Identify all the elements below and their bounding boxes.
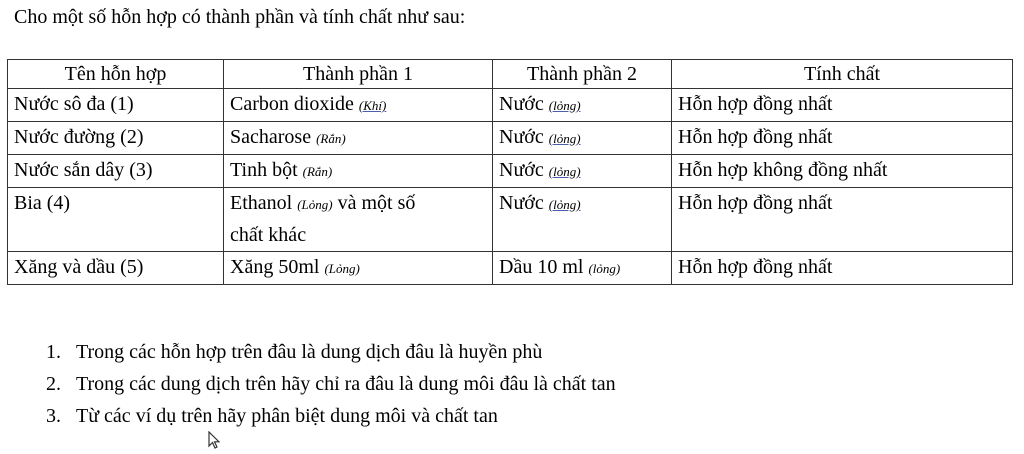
table-row bbox=[8, 89, 1013, 122]
question-list bbox=[46, 336, 616, 432]
cell-component-1 bbox=[224, 155, 493, 188]
component-text: Nước bbox=[499, 192, 544, 214]
table-row bbox=[8, 122, 1013, 155]
state-note: (Lỏng) bbox=[297, 197, 333, 212]
state-note: (Rắn) bbox=[302, 164, 333, 179]
question-text: Trong các dung dịch trên hãy chỉ ra đâu là dung môi đâu là chất tan bbox=[76, 373, 616, 395]
state-note: (lỏng) bbox=[548, 98, 581, 113]
cell-component-1 bbox=[224, 89, 493, 122]
cell-name: Nước sô đa (1) bbox=[8, 89, 224, 122]
cell-property: Hỗn hợp đồng nhất bbox=[672, 188, 1013, 252]
component-text: Sacharose bbox=[230, 126, 312, 148]
mouse-pointer-icon bbox=[208, 431, 220, 454]
cell-name: Nước đường (2) bbox=[8, 122, 224, 155]
question-item bbox=[46, 400, 616, 432]
component-text: Xăng 50ml bbox=[230, 256, 320, 278]
mixture-table bbox=[7, 59, 1013, 285]
cell-property: Hỗn hợp đồng nhất bbox=[672, 122, 1013, 155]
question-number: 2. bbox=[46, 373, 61, 395]
header-component-2: Thành phần 2 bbox=[493, 60, 672, 89]
question-item bbox=[46, 368, 616, 400]
cell-component-2 bbox=[493, 122, 672, 155]
state-note: (lỏng) bbox=[548, 131, 581, 146]
table-header-row bbox=[8, 60, 1013, 89]
question-item bbox=[46, 336, 616, 368]
question-number: 1. bbox=[46, 341, 61, 363]
cell-property: Hỗn hợp không đồng nhất bbox=[672, 155, 1013, 188]
table-row bbox=[8, 155, 1013, 188]
state-note: (Khí) bbox=[358, 98, 387, 113]
question-number: 3. bbox=[46, 405, 61, 427]
component-text: Nước bbox=[499, 126, 544, 148]
state-note: (lỏng) bbox=[548, 197, 581, 212]
state-note: (lỏng) bbox=[588, 261, 621, 276]
component-extra: và một số bbox=[337, 192, 416, 214]
cell-component-2 bbox=[493, 188, 672, 252]
state-note: (Lỏng) bbox=[324, 261, 360, 276]
cell-component-2 bbox=[493, 155, 672, 188]
intro-text: Cho một số hỗn hợp có thành phần và tính chất như sau: bbox=[14, 6, 466, 28]
header-property: Tính chất bbox=[672, 60, 1013, 89]
cell-component-2 bbox=[493, 89, 672, 122]
state-note: (Rắn) bbox=[316, 131, 346, 146]
component-text: Nước bbox=[499, 93, 544, 115]
table-row bbox=[8, 252, 1013, 285]
question-text: Từ các ví dụ trên hãy phân biệt dung môi và chất tan bbox=[76, 405, 498, 427]
component-text: Dầu 10 ml bbox=[499, 256, 584, 278]
table-row bbox=[8, 188, 1013, 252]
cell-component-1 bbox=[224, 122, 493, 155]
header-component-1: Thành phần 1 bbox=[224, 60, 493, 89]
header-name: Tên hỗn hợp bbox=[8, 60, 224, 89]
component-text: Tinh bột bbox=[230, 159, 298, 181]
cell-component-1 bbox=[224, 252, 493, 285]
cell-component-2 bbox=[493, 252, 672, 285]
state-note: (lỏng) bbox=[548, 164, 581, 179]
question-text: Trong các hỗn hợp trên đâu là dung dịch đâu là huyền phù bbox=[76, 341, 543, 363]
cell-name: Xăng và dầu (5) bbox=[8, 252, 224, 285]
cell-name: Bia (4) bbox=[8, 188, 224, 252]
cell-name: Nước sắn dây (3) bbox=[8, 155, 224, 188]
component-text: Nước bbox=[499, 159, 544, 181]
component-text: Ethanol bbox=[230, 192, 293, 214]
cell-property: Hỗn hợp đồng nhất bbox=[672, 89, 1013, 122]
cell-component-1 bbox=[224, 188, 493, 252]
component-text: Carbon dioxide bbox=[230, 93, 354, 115]
cell-property: Hỗn hợp đồng nhất bbox=[672, 252, 1013, 285]
component-line-2: chất khác bbox=[230, 224, 307, 246]
